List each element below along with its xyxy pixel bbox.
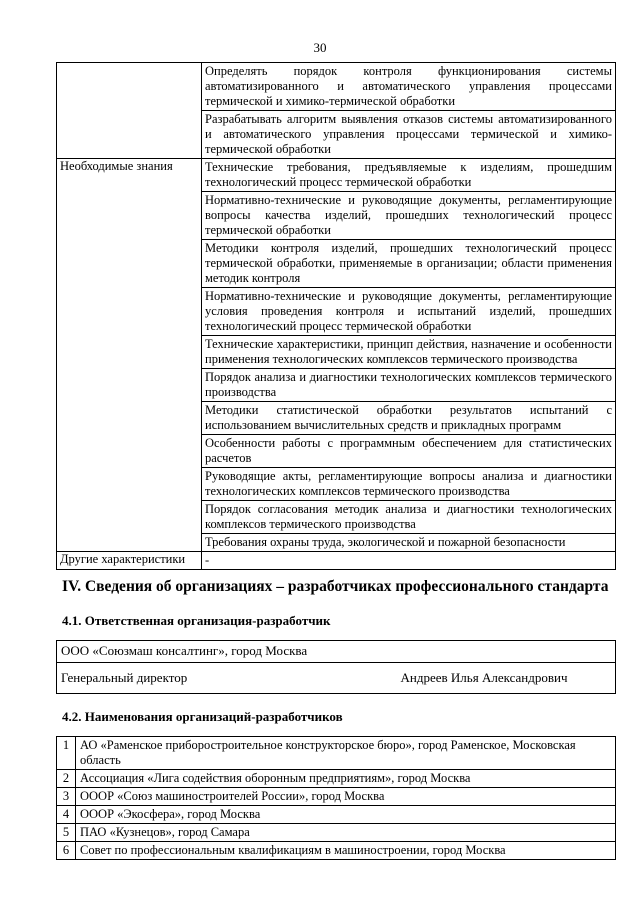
row-category-label: Другие характеристики (57, 552, 202, 570)
row-category-label (57, 63, 202, 159)
row-description: - (202, 552, 616, 570)
section-title: IV. Сведения об организациях – разработчиках профессионального стандарта (62, 578, 609, 595)
row-description: Порядок согласования методик анализа и диагностики технологических комплексов термического производства (202, 501, 616, 534)
developer-number: 3 (57, 788, 76, 806)
row-category-label: Необходимые знания (57, 159, 202, 552)
table-row (57, 63, 616, 111)
list-item (57, 770, 616, 788)
developer-name: ПАО «Кузнецов», город Самара (76, 824, 616, 842)
row-description: Руководящие акты, регламентирующие вопросы анализа и диагностики технологических комплексов термического производства (202, 468, 616, 501)
developer-number: 2 (57, 770, 76, 788)
developer-name: АО «Раменское приборостроительное конструкторское бюро», город Раменское, Московская область (76, 737, 616, 770)
row-description: Требования охраны труда, экологической и пожарной безопасности (202, 534, 616, 552)
developer-name: Ассоциация «Лига содействия оборонным предприятиям», город Москва (76, 770, 616, 788)
developer-number: 5 (57, 824, 76, 842)
developer-number: 6 (57, 842, 76, 860)
row-description: Технические требования, предъявляемые к изделиям, прошедшим технологический процесс термической обработки (202, 159, 616, 192)
responsible-org-name: ООО «Союзмаш консалтинг», город Москва (57, 641, 616, 663)
list-item (57, 806, 616, 824)
row-description: Определять порядок контроля функционирования системы автоматизированного и автоматического управления процессами термической и химико-термической обработки (202, 63, 616, 111)
row-description: Методики статистической обработки результатов испытаний с использованием вычислительных средств и прикладных программ (202, 402, 616, 435)
table-row (57, 159, 616, 192)
signatory-name: Андреев Илья Александрович (400, 670, 568, 685)
row-description: Особенности работы с программным обеспечением для статистических расчетов (202, 435, 616, 468)
row-description: Нормативно-технические и руководящие документы, регламентирующие вопросы качества изделий, прошедших технологический процесс термической обработки (202, 192, 616, 240)
row-description: Методики контроля изделий, прошедших технологический процесс термической обработки, применяемые в организации; области применения методик контроля (202, 240, 616, 288)
list-item (57, 842, 616, 860)
row-description: Технические характеристики, принцип действия, назначение и особенности применения технологических комплексов термического производства (202, 336, 616, 369)
row-description: Разрабатывать алгоритм выявления отказов системы автоматизированного и автоматического управления процессами термической и химико-термической обработки (202, 111, 616, 159)
developer-number: 1 (57, 737, 76, 770)
developer-name: ОООР «Союз машиностроителей России», город Москва (76, 788, 616, 806)
signatory-row (57, 663, 616, 694)
responsible-heading: 4.1. Ответственная организация-разработчик (62, 613, 331, 628)
page-number: 30 (313, 40, 327, 55)
list-item (57, 737, 616, 770)
row-description: Порядок анализа и диагностики технологических комплексов термического производства (202, 369, 616, 402)
list-item (57, 824, 616, 842)
responsible-org-table (56, 640, 616, 694)
developer-name: Совет по профессиональным квалификациям в машиностроении, город Москва (76, 842, 616, 860)
list-item (57, 788, 616, 806)
developers-heading: 4.2. Наименования организаций-разработчиков (62, 709, 343, 724)
developer-number: 4 (57, 806, 76, 824)
knowledge-table (56, 62, 616, 570)
row-description: Нормативно-технические и руководящие документы, регламентирующие условия проведения контроля и испытаний изделий, прошедших технологический процесс термической обработки (202, 288, 616, 336)
table-row (57, 552, 616, 570)
signatory-position: Генеральный директор (61, 670, 188, 685)
developers-table (56, 736, 616, 860)
developer-name: ОООР «Экосфера», город Москва (76, 806, 616, 824)
